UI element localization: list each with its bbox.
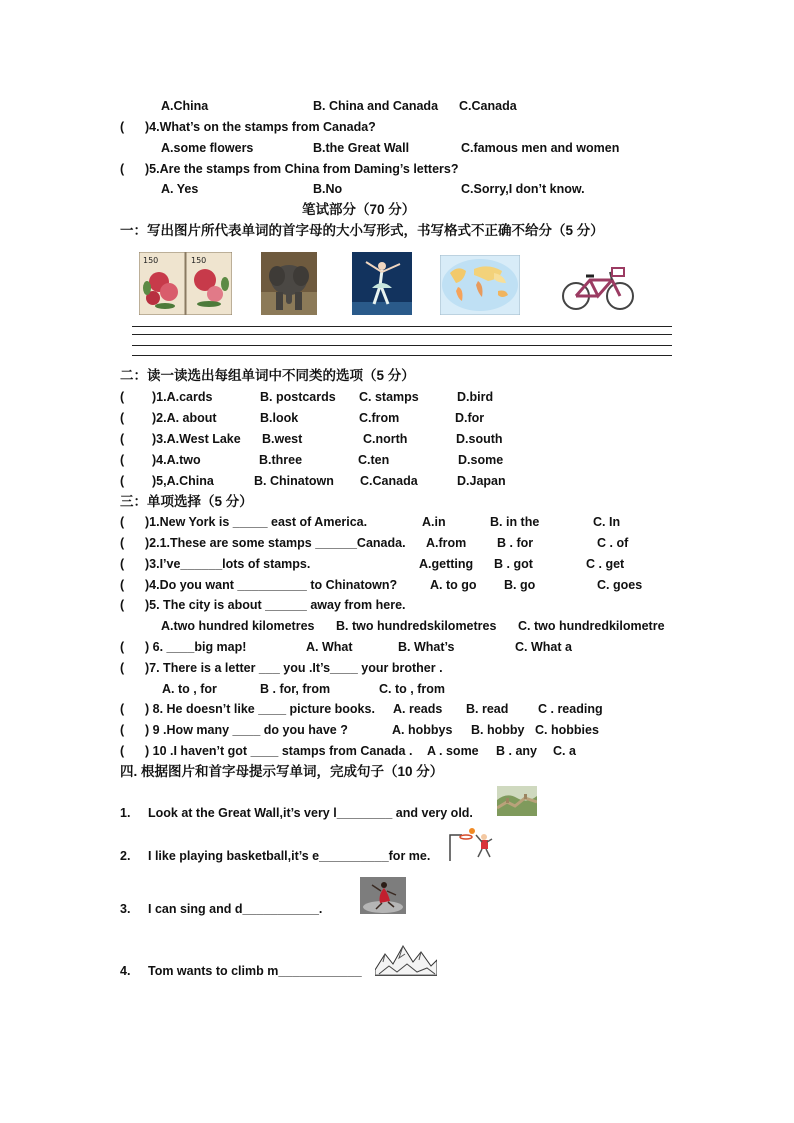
- s2-q1-a: )1.A.cards: [152, 390, 213, 404]
- stamp-value-2: 150: [191, 256, 207, 265]
- s3-q4-question: )4.Do you want __________ to Chinatown?: [145, 578, 398, 592]
- s4-item2-sentence: I like playing basketball,it’s e__________for me.: [148, 849, 431, 863]
- s2-q5-c: C.Canada: [360, 474, 418, 488]
- s3-q3-b: B . got: [494, 557, 533, 571]
- stamps-icon: [139, 252, 232, 315]
- q3-option-a: A.China: [161, 99, 209, 113]
- s3-q9-paren: (: [120, 723, 125, 737]
- bicycle-icon: [560, 262, 636, 312]
- q4-option-b: B.the Great Wall: [313, 141, 410, 155]
- q4-option-a: A.some flowers: [161, 141, 254, 155]
- basketball-player-icon: [448, 827, 494, 861]
- s3-q8-b: B. read: [466, 702, 509, 716]
- stamp-value-1: 150: [143, 256, 159, 265]
- dancer-icon: [360, 877, 406, 914]
- q4-paren: (: [120, 120, 125, 134]
- s3-q9-question: ) 9 .How many ____ do you have ?: [145, 723, 348, 737]
- s2-q5-d: D.Japan: [457, 474, 506, 488]
- s4-item3-sentence: I can sing and d___________.: [148, 902, 323, 916]
- s3-q2-question: )2.1.These are some stamps ______Canada.: [145, 536, 406, 550]
- s3-q8-paren: (: [120, 702, 125, 716]
- answer-line-4[interactable]: [132, 355, 672, 356]
- s4-item4-number: 4.: [120, 964, 131, 978]
- section3-title: 三：单项选择（5 分）: [120, 494, 253, 509]
- s4-item2-number: 2.: [120, 849, 131, 863]
- s3-q1-a: A.in: [422, 515, 446, 529]
- s4-item4-sentence: Tom wants to climb m____________: [148, 964, 362, 978]
- s3-q7-question: )7. There is a letter ___ you .It’s____ your brother .: [145, 661, 443, 675]
- s2-q4-paren: (: [120, 453, 125, 467]
- s3-q4-b: B. go: [504, 578, 536, 592]
- s3-q4-c: C. goes: [597, 578, 643, 592]
- s3-q6-c: C. What a: [515, 640, 572, 654]
- s3-q6-question: ) 6. ____big map!: [145, 640, 247, 654]
- s2-q4-b: B.three: [259, 453, 303, 467]
- answer-line-1[interactable]: [132, 326, 672, 327]
- s3-q5-a: A.two hundred kilometres: [161, 619, 315, 633]
- q3-option-c: C.Canada: [459, 99, 517, 113]
- q5-option-c: C.Sorry,I don’t know.: [461, 182, 585, 196]
- s3-q5-question: )5. The city is about ______ away from here.: [145, 598, 406, 612]
- q5-option-a: A. Yes: [161, 182, 199, 196]
- s4-item3-number: 3.: [120, 902, 131, 916]
- s3-q2-paren: (: [120, 536, 125, 550]
- q5-paren: (: [120, 162, 125, 176]
- s3-q4-a: A. to go: [430, 578, 477, 592]
- s2-q2-a: )2.A. about: [152, 411, 217, 425]
- s3-q1-b: B. in the: [490, 515, 540, 529]
- s3-q1-paren: (: [120, 515, 125, 529]
- s2-q4-d: D.some: [458, 453, 504, 467]
- s2-q2-c: C.from: [359, 411, 400, 425]
- q3-option-b: B. China and Canada: [313, 99, 439, 113]
- s3-q5-paren: (: [120, 598, 125, 612]
- s2-q2-b: B.look: [260, 411, 299, 425]
- s3-q6-paren: (: [120, 640, 125, 654]
- ballet-dancer-icon: [352, 252, 412, 315]
- s4-item1-sentence: Look at the Great Wall,it’s very l________ and very old.: [148, 806, 473, 820]
- s3-q8-question: ) 8. He doesn’t like ____ picture books.: [145, 702, 375, 716]
- q4-option-c: C.famous men and women: [461, 141, 620, 155]
- s2-q3-c: C.north: [363, 432, 408, 446]
- s2-q3-d: D.south: [456, 432, 503, 446]
- q5-option-b: B.No: [313, 182, 343, 196]
- s3-q3-c: C . get: [586, 557, 625, 571]
- elephant-picture: [261, 252, 317, 315]
- s3-q8-c: C . reading: [538, 702, 603, 716]
- elephant-icon: [261, 252, 317, 315]
- written-part-title: 笔试部分（70 分）: [302, 202, 416, 217]
- s2-q5-paren: (: [120, 474, 125, 488]
- s3-q1-question: )1.New York is _____ east of America.: [145, 515, 368, 529]
- world-map-icon: [440, 255, 520, 315]
- s3-q9-a: A. hobbys: [392, 723, 453, 737]
- s3-q3-a: A.getting: [419, 557, 474, 571]
- s2-q3-b: B.west: [262, 432, 303, 446]
- s3-q8-a: A. reads: [393, 702, 443, 716]
- s3-q10-c: C. a: [553, 744, 576, 758]
- answer-line-2[interactable]: [132, 334, 672, 335]
- bicycle-picture: [560, 262, 636, 312]
- q4-question: )4.What’s on the stamps from Canada?: [145, 120, 376, 134]
- stamps-picture: [139, 252, 232, 315]
- s2-q2-paren: (: [120, 411, 125, 425]
- s3-q2-c: C . of: [597, 536, 629, 550]
- s2-q4-c: C.ten: [358, 453, 390, 467]
- s3-q7-b: B . for, from: [260, 682, 331, 696]
- s2-q1-paren: (: [120, 390, 125, 404]
- s3-q10-a: A . some: [427, 744, 479, 758]
- s3-q6-b: B. What’s: [398, 640, 455, 654]
- s2-q5-a: )5,A.China: [152, 474, 214, 488]
- s3-q7-c: C. to , from: [379, 682, 445, 696]
- world-map-picture: [440, 255, 520, 315]
- mountains-picture: [375, 940, 437, 976]
- s4-item1-number: 1.: [120, 806, 131, 820]
- s2-q1-b: B. postcards: [260, 390, 336, 404]
- s3-q5-b: B. two hundredskilometres: [336, 619, 497, 633]
- answer-line-3[interactable]: [132, 345, 672, 346]
- great-wall-icon: [497, 786, 537, 816]
- s3-q10-paren: (: [120, 744, 125, 758]
- s3-q10-question: ) 10 .I haven’t got ____ stamps from Canada .: [145, 744, 413, 758]
- basketball-picture: [448, 827, 494, 861]
- s2-q2-d: D.for: [455, 411, 485, 425]
- mountains-icon: [375, 940, 437, 976]
- s3-q5-c: C. two hundredkilometre: [518, 619, 665, 633]
- s3-q4-paren: (: [120, 578, 125, 592]
- s3-q9-b: B. hobby: [471, 723, 525, 737]
- s3-q7-paren: (: [120, 661, 125, 675]
- s3-q9-c: C. hobbies: [535, 723, 599, 737]
- s2-q3-a: )3.A.West Lake: [152, 432, 241, 446]
- s3-q3-question: )3.I’ve______lots of stamps.: [145, 557, 311, 571]
- s2-q1-d: D.bird: [457, 390, 494, 404]
- s3-q2-a: A.from: [426, 536, 467, 550]
- s3-q10-b: B . any: [496, 744, 537, 758]
- s2-q5-b: B. Chinatown: [254, 474, 334, 488]
- s3-q2-b: B . for: [497, 536, 534, 550]
- great-wall-picture: [497, 786, 537, 816]
- section2-title: 二：读一读选出每组单词中不同类的选项（5 分）: [120, 368, 415, 383]
- dancing-picture: [360, 877, 406, 914]
- s3-q6-a: A. What: [306, 640, 353, 654]
- s2-q4-a: )4.A.two: [152, 453, 201, 467]
- s2-q3-paren: (: [120, 432, 125, 446]
- s3-q7-a: A. to , for: [162, 682, 217, 696]
- dancer-picture: [352, 252, 412, 315]
- s3-q3-paren: (: [120, 557, 125, 571]
- q5-question: )5.Are the stamps from China from Daming’s letters?: [145, 162, 459, 176]
- s3-q1-c: C. In: [593, 515, 621, 529]
- s2-q1-c: C. stamps: [359, 390, 419, 404]
- section1-title: 一：写出图片所代表单词的首字母的大小写形式，书写格式不正确不给分（5 分）: [120, 223, 604, 238]
- section4-title: 四. 根据图片和首字母提示写单词，完成句子（10 分）: [120, 764, 444, 779]
